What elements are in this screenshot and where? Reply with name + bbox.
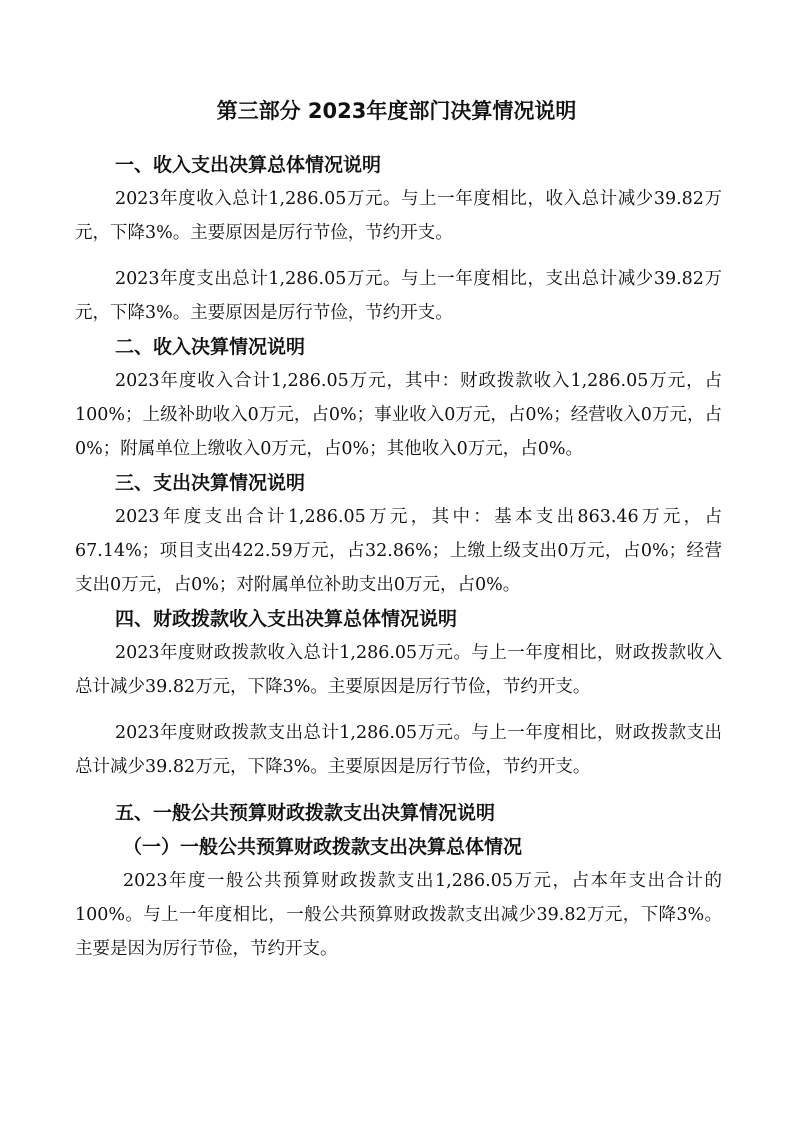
paragraph: 2023年度财政拨款支出总计1,286.05万元。与上一年度相比，财政拨款支出总计减少39.82万元，下降3%。主要原因是厉行节俭，节约开支。: [75, 723, 722, 777]
section-heading-3: 三、支出决算情况说明: [115, 472, 306, 494]
section-heading-1: 一、收入支出决算总体情况说明: [115, 154, 382, 176]
paragraph: 2023年度收入合计1,286.05万元，其中：财政拨款收入1,286.05万元，占100%；上级补助收入0万元，占0%；事业收入0万元，占0%；经营收入0万元，占0%；附属单位上缴收入0万元，占0%；其他收入0万元，占0%。: [75, 371, 722, 459]
section-heading-5: 五、一般公共预算财政拨款支出决算情况说明: [115, 802, 496, 824]
document-body: [75, 148, 722, 966]
paragraph: 2023年度收入总计1,286.05万元。与上一年度相比，收入总计减少39.82万元，下降3%。主要原因是厉行节俭，节约开支。: [75, 189, 722, 243]
subsection-heading: （一）一般公共预算财政拨款支出决算总体情况: [123, 836, 523, 858]
paragraph: 2023年度一般公共预算财政拨款支出1,286.05万元，占本年支出合计的100%。与上一年度相比，一般公共预算财政拨款支出减少39.82万元，下降3%。主要是因为厉行节俭，节约开支。: [75, 871, 722, 959]
paragraph: 2023年度财政拨款收入总计1,286.05万元。与上一年度相比，财政拨款收入总计减少39.82万元，下降3%。主要原因是厉行节俭，节约开支。: [75, 643, 722, 697]
section-heading-2: 二、收入决算情况说明: [115, 336, 306, 358]
paragraph: 2023年度支出总计1,286.05万元。与上一年度相比，支出总计减少39.82万元，下降3%。主要原因是厉行节俭，节约开支。: [75, 269, 722, 323]
paragraph: 2023年度支出合计1,286.05万元，其中：基本支出863.46万元，占67.14%；项目支出422.59万元，占32.86%；上缴上级支出0万元，占0%；经营支出0万元，占0%；对附属单位补助支出0万元，占0%。: [75, 507, 722, 595]
section-heading-4: 四、财政拨款收入支出决算总体情况说明: [115, 608, 458, 630]
document-title: 第三部分 2023年度部门决算情况说明: [216, 99, 577, 123]
